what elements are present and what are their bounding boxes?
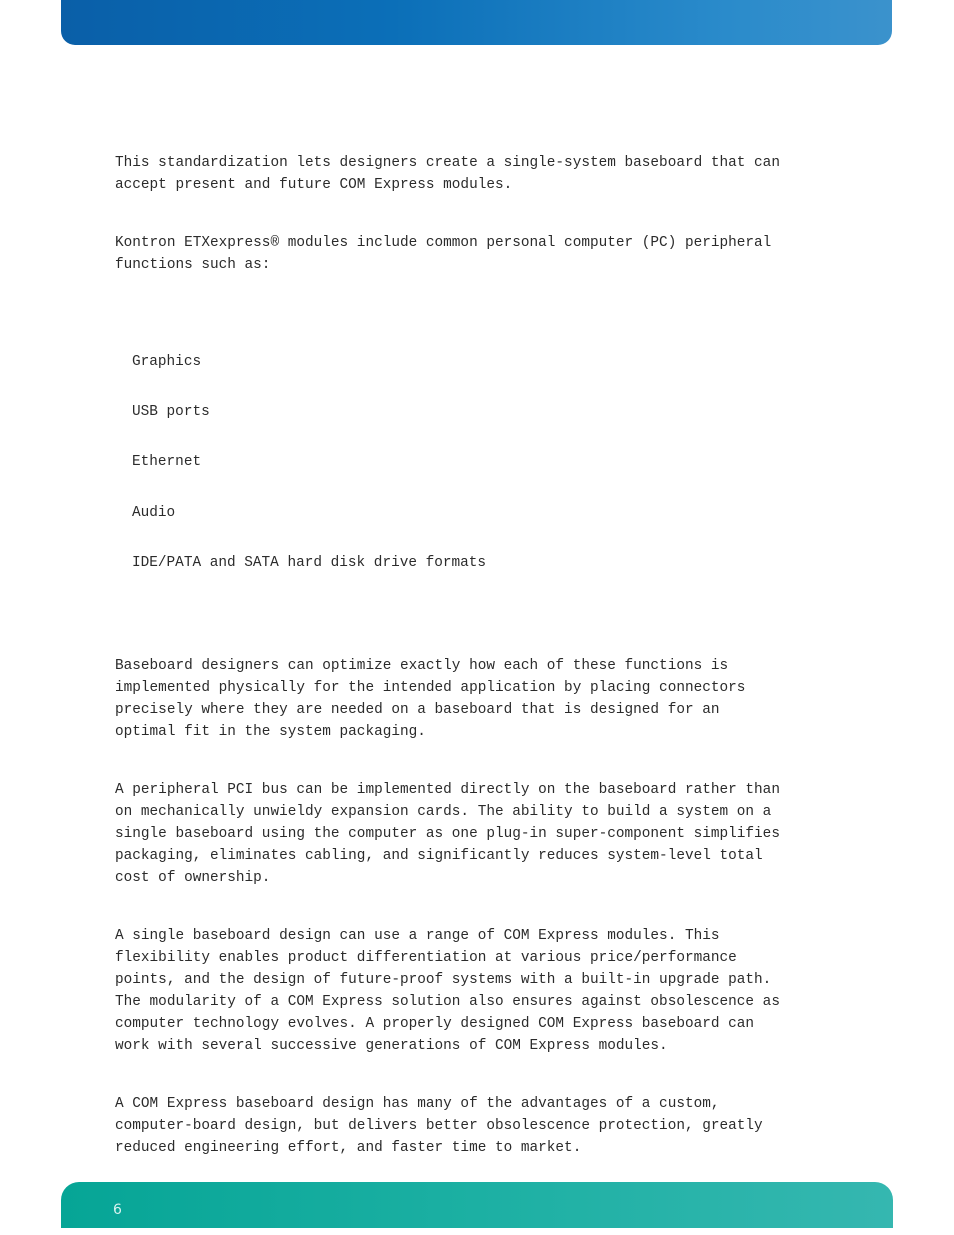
header-bar xyxy=(61,0,892,45)
document-body xyxy=(115,130,855,1195)
page-number: 6 xyxy=(113,1202,122,1218)
list-item: Ethernet xyxy=(132,454,202,471)
paragraph: Baseboard designers can optimize exactly how each of these functions is implemented physically for the intended application by placing connectors precisely where they are needed on a baseboard that is designed for an optimal fit in the system packaging. xyxy=(115,657,746,740)
paragraph: This standardization lets designers create a single-system baseboard that can accept present and future COM Express modules. xyxy=(115,155,780,193)
list-item: Audio xyxy=(132,504,176,521)
paragraph: A single baseboard design can use a range of COM Express modules. This flexibility enables product differentiation at various price/performance points, and the design of future-proof systems with a built-in upgrade path. The modularity of a COM Express solution also ensures against obsolescence as computer technology evolves. A properly designed COM Express baseboard can work with several successive generations of COM Express modules. xyxy=(115,927,780,1054)
list-item: USB ports xyxy=(132,404,210,421)
list-item: IDE/PATA and SATA hard disk drive formats xyxy=(132,554,487,571)
footer-bar xyxy=(61,1182,893,1228)
feature-list xyxy=(115,330,855,603)
paragraph: A peripheral PCI bus can be implemented directly on the baseboard rather than on mechanically unwieldy expansion cards. The ability to build a system on a single baseboard using the computer as one plug-in super-component simplifies packaging, eliminates cabling, and significantly reduces system-level total cost of ownership. xyxy=(115,781,780,886)
paragraph: Kontron ETXexpress® modules include common personal computer (PC) peripheral functions such as: xyxy=(115,235,772,273)
list-item: Graphics xyxy=(132,354,202,370)
paragraph: A COM Express baseboard design has many of the advantages of a custom, computer-board design, but delivers better obsolescence protection, greatly reduced engineering effort, and faster time to market. xyxy=(115,1095,763,1156)
